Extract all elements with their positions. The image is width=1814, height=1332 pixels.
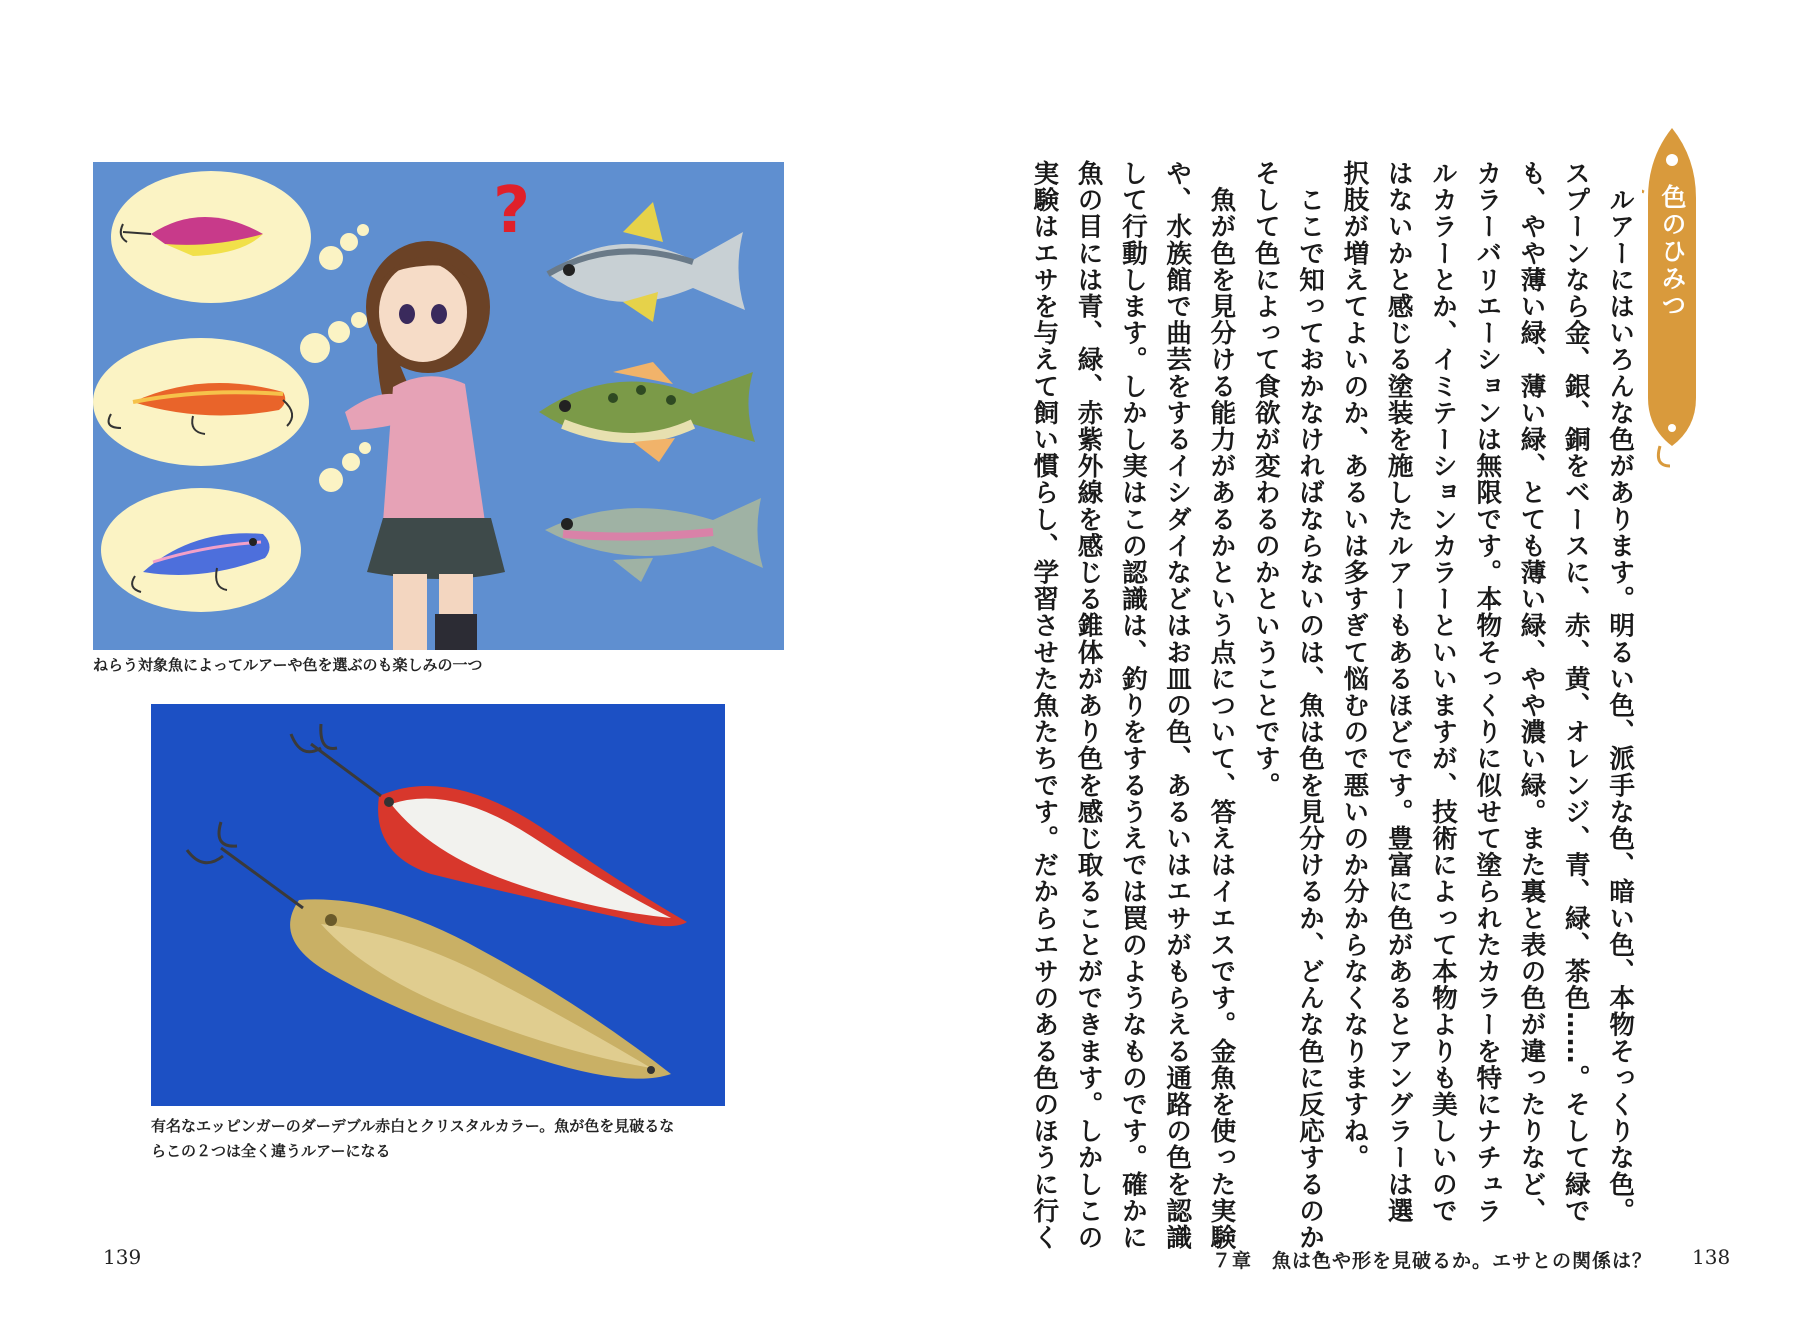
- text-column: ルアーにはいろんな色があります。明るい色、派手な色、暗い色、本物そっくりな色。: [1605, 160, 1636, 1224]
- fish-trevally-icon: [548, 202, 745, 322]
- text-column: 実験はエサを与えて飼い慣らし、学習させた魚たちです。だからエサのある色のほうに行く: [1029, 160, 1060, 1251]
- spoon-lures-photo: [151, 704, 725, 1106]
- text-column: スプーンなら金、銀、銅をベースに、赤、黄、オレンジ、青、緑、茶色……。そして緑で: [1560, 160, 1591, 1224]
- text-column: ここで知っておかなければならないのは、魚は色を見分けるか、どんな色に反応するのか、: [1295, 160, 1326, 1278]
- question-mark: ?: [493, 174, 531, 248]
- text-column: 魚の目には青、緑、赤紫外線を感じる錐体があり色を感じ取ることができます。しかしこの: [1073, 160, 1104, 1251]
- photo-caption-line-1: 有名なエッピンガーのダーデブル赤白とクリスタルカラー。魚が色を見破るな: [151, 1117, 675, 1135]
- section-badge-label: 色のひみつ: [1658, 184, 1687, 319]
- fish-trout-icon: [545, 498, 763, 582]
- photo-caption-line-2: らこの２つは全く違うルアーになる: [151, 1142, 391, 1160]
- text-column: して行動します。しかし実はこの認識は、釣りをするうえでは罠のようなものです。確かに: [1117, 160, 1148, 1251]
- text-column: も、やや薄い緑、薄い緑、とても薄い緑、やや濃い緑。また裏と表の色が違ったりなど、: [1516, 160, 1547, 1224]
- text-column: はないかと感じる塗装を施したルアーもあるほどです。豊富に色があるとアングラーは選: [1383, 160, 1414, 1224]
- photo-caption: [151, 1114, 736, 1164]
- fish-bass-icon: [539, 362, 755, 462]
- right-page-number: 138: [1692, 1245, 1731, 1269]
- text-column: ルカラーとか、イミテーションカラーといいますが、技術によって本物よりも美しいので: [1427, 160, 1458, 1224]
- section-badge: [1642, 128, 1702, 468]
- text-column: そして色によって食欲が変わるのかということです。: [1250, 160, 1281, 799]
- left-page-number: 139: [103, 1245, 142, 1269]
- text-column: 択肢が増えてよいのか、あるいは多すぎて悩むので悪いのか分からなくなりますね。: [1339, 160, 1370, 1171]
- text-column: や、水族館で曲芸をするイシダイなどはお皿の色、あるいはエサがもらえる通路の色を認識: [1162, 160, 1193, 1251]
- text-column: 魚が色を見分ける能力があるかという点について、答えはイエスです。金魚を使った実験: [1206, 160, 1237, 1251]
- red-white-spoon-icon: [291, 724, 687, 926]
- illustration-caption: ねらう対象魚によってルアーや色を選ぶのも楽しみの一つ: [93, 656, 483, 674]
- chapter-footer: ７章 魚は色や形を見破るか。エサとの関係は？: [1212, 1250, 1653, 1272]
- text-column: カラーバリエーションは無限です。本物そっくりに似せて塗られたカラーを特にナチュラ: [1472, 160, 1503, 1224]
- lure-girl-fish-illustration: [93, 162, 784, 650]
